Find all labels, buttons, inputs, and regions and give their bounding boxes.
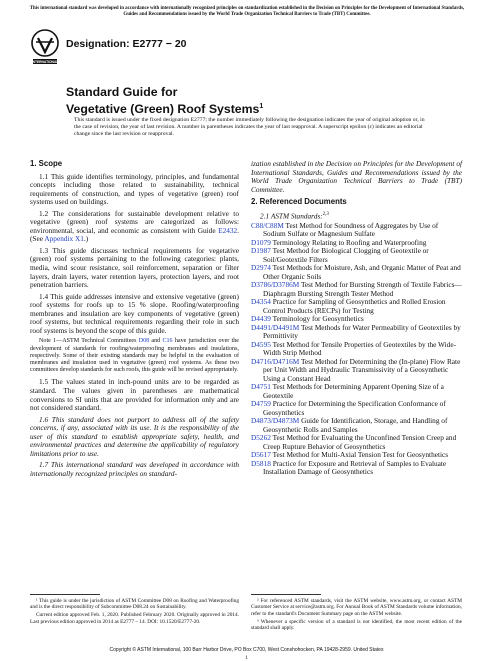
reference-item	[251, 298, 462, 315]
reference-title: Practice for Sampling of Geosynthetics and Rolled Erosion Control Products (RECPs) for Testing	[263, 297, 446, 315]
reference-item	[251, 264, 462, 281]
scope-1-6: 1.6 This standard does not purport to address all of the safety concerns, if any, associated with its use. It is the responsibility of the user of this standard to establish appropriate safety, health, and environmental practices and determine the applicability of regulatory limitations prior to use.	[30, 414, 239, 458]
reference-title: Practice for Determining the Specification Conformance of Geosynthetics	[263, 399, 446, 417]
designation: Designation: E2777 − 20	[66, 38, 187, 50]
footnote-rule-left	[30, 594, 100, 595]
scope-1-3: 1.3 This guide discusses technical requirements for vegetative (green) roof systems pertaining to the following categories: plants, media, wind scour resistance, soil reinforcement, separation or filter layers, drain layers, water retention layers, protection layers, and root penetration barriers.	[30, 245, 239, 290]
astm-logo	[30, 28, 60, 68]
reference-title: Test Method for Tensile Properties of Geotextiles by the Wide-Width Strip Method	[263, 339, 456, 358]
scope-1-1: 1.1 This guide identifies terminology, principles, and fundamental concepts including those related to sustainability, technical requirements of construction, and types of vegetative (green) roof systems used on buildings.	[30, 171, 239, 207]
footnotes-right	[251, 598, 462, 633]
reference-code-link[interactable]: D4439	[251, 314, 271, 324]
link-appendix-x1[interactable]: Appendix X1	[44, 234, 84, 244]
copyright-line: Copyright © ASTM International, 100 Barr Harbor Drive, PO Box C700, West Conshohocken, PA 19428-2959. United States	[109, 647, 384, 653]
reference-code-link[interactable]: D4491/D4491M	[251, 322, 300, 332]
reference-item	[251, 247, 462, 264]
reference-title: Guide for Identification, Storage, and Handling of Geosynthetic Rolls and Samples	[263, 416, 448, 434]
reference-code-link[interactable]: D4354	[251, 297, 271, 307]
reference-code-link[interactable]: D5262	[251, 433, 271, 443]
reference-code-link[interactable]: D4759	[251, 399, 271, 409]
footnotes-left	[30, 598, 239, 627]
title-line-2: Vegetative (Green) Roof Systems$^1$	[66, 101, 264, 116]
scope-heading: 1. Scope	[30, 159, 63, 168]
scope-1-7: 1.7 This international standard was developed in accordance with internationally recognized principles on standard-	[30, 460, 239, 478]
reference-code-link[interactable]: D2974	[251, 263, 271, 273]
reference-item	[251, 417, 462, 434]
right-column	[251, 160, 462, 477]
link-e2432[interactable]: E2432	[218, 225, 238, 235]
reference-item	[251, 460, 462, 477]
footnote-1: ¹ This guide is under the jurisdiction of ASTM Committee D08 on Roofing and Waterproofing and is the direct responsibility of Subcommittee D08.24 on Sustainability.	[30, 598, 239, 611]
astm-standards-intro: 2.1 ASTM Standards:$^{2,3}$	[260, 211, 329, 221]
title-line-1: Standard Guide for	[66, 85, 178, 99]
scope-1-4: 1.4 This guide addresses intensive and extensive vegetative (green) roof systems for roofs up to 15 % slope. Roofing/waterproofing membranes and insulation are key components of vegetative (green) roof systems, but technical requirements regarding their role in such roof systems is beyond the scope of this guide.	[30, 291, 239, 335]
reference-code-link[interactable]: D1079	[251, 237, 271, 247]
reference-item	[251, 383, 462, 400]
scope-1-2: 1.2 The considerations for sustainable development relative to vegetative (green) roof systems are categorized as follows: environmental, social, and economic as consistent with Guide E2432. (See Appendix X1.)	[30, 208, 239, 244]
issue-note: This standard is issued under the fixed designation E2777; the number immediately following the designation indicates the year of original adoption or, in the case of revision, the year of last revision. A number in parentheses indicates the year of last reapproval. A superscript epsilon (ε) indicates an editorial change since the last revision or reapproval.	[74, 117, 425, 137]
reference-title: Terminology Relating to Roofing and Waterproofing	[270, 237, 427, 247]
note-1: Note 1—ASTM Technical Committees D08 and C16 have jurisdiction over the development of standards for roofing/waterproofing membranes and insulations, respectively. Some of their existing standards may be helpful in the evaluation of membranes and insulation used in vegetative (green) roof systems. As these two committees develop standards for such roofs, this guide will be revised appropriately.	[30, 338, 239, 374]
reference-title: Practice for Exposure and Retrieval of Samples to Evaluate Installation Damage of Geosynthetics	[263, 458, 447, 477]
footnote-rule-right	[251, 594, 321, 595]
scope-1-5: 1.5 The values stated in inch-pound units are to be regarded as standard. The values given in parentheses are mathematical conversions to SI units that are provided for information only and are not considered standard.	[30, 377, 239, 413]
reference-code-link[interactable]: D4716/D4716M	[251, 356, 300, 366]
footnote-2: ² For referenced ASTM standards, visit the ASTM website, www.astm.org, or contact ASTM Customer Service at service@astm.org. For Annual Book of ASTM Standards volume information, refer to the standard's Document Summary page on the ASTM website.	[251, 598, 462, 617]
reference-title: Test Method for Multi-Axial Tension Test for Geosynthetics	[270, 450, 449, 460]
page-number: 1	[245, 655, 248, 661]
reference-item	[251, 341, 462, 358]
footnote-3: ³ Whenever a specific version of a standard is not identified, the most recent edition of the standard shall apply.	[251, 618, 462, 632]
reference-list	[251, 222, 462, 477]
reference-item	[251, 400, 462, 417]
reference-title: Test Methods for Moisture, Ash, and Organic Matter of Peat and Other Organic Soils	[263, 263, 461, 281]
reference-item	[251, 358, 462, 384]
reference-code-link[interactable]: D4873/D4873M	[251, 416, 300, 426]
reference-title: Terminology for Geosynthetics	[270, 314, 364, 324]
reference-code-link[interactable]: D5617	[251, 450, 271, 460]
link-d08[interactable]: D08	[138, 338, 150, 345]
reference-title: Test Method for Evaluating the Unconfined Tension Creep and Creep Rupture Behavior of Geosynthetics	[263, 433, 457, 451]
reference-code-link[interactable]: D3786/D3786M	[251, 280, 300, 290]
reference-item	[251, 281, 462, 298]
reference-code-link[interactable]: D4595	[251, 339, 271, 349]
top-notice: This international standard was developed in accordance with internationally recognized principles on standardization established in the Decision on Principles for the Development of International Standards, Guides and Recommendations issued by the World Trade Organization Technical Barriers to Trade (TBT) Committee.	[29, 6, 465, 18]
reference-code-link[interactable]: D4751	[251, 382, 271, 392]
reference-item	[251, 324, 462, 341]
left-column	[30, 160, 239, 481]
reference-code-link[interactable]: C88/C88M	[251, 220, 284, 230]
scope-1-7-continued: ization established in the Decision on Principles for the Development of International Standards, Guides and Recommendations issued by the World Trade Organization Technical Barriers to Trade (TBT) Committee.	[251, 159, 462, 194]
link-c16[interactable]: C16	[162, 338, 173, 345]
reference-item	[251, 434, 462, 451]
reference-title: Test Method for Bursting Strength of Textile Fabrics—Diaphragm Bursting Strength Tester Method	[263, 280, 462, 298]
reference-title: Test Method for Biological Clogging of Geotextile or Soil/Geotextile Filters	[263, 246, 429, 264]
footnote-1-edition: Current edition approved Feb. 1, 2020. Published February 2020. Originally approved in 2014. Last previous edition approved in 2014 as E2777 – 14. DOI: 10.1520/E2777-20.	[30, 612, 239, 625]
reference-code-link[interactable]: D1987	[251, 246, 271, 256]
logo-text: INTERNATIONAL	[31, 60, 59, 64]
reference-code-link[interactable]: D5818	[251, 458, 271, 468]
reference-title: Test Methods for Determining Apparent Opening Size of a Geotextile	[263, 382, 444, 400]
referenced-documents-heading: 2. Referenced Documents	[251, 197, 347, 207]
document-title	[66, 85, 263, 116]
reference-title: Test Methods for Water Permeability of Geotextiles by Permittivity	[263, 322, 461, 341]
reference-title: Test Method for Soundness of Aggregates by Use of Sodium Sulfate or Magnesium Sulfate	[263, 220, 439, 239]
reference-title: Test Method for Determining the (In-plane) Flow Rate per Unit Width and Hydraulic Transmissivity of a Geosynthetic Using a Constant Head	[263, 356, 461, 383]
reference-item	[251, 222, 462, 239]
